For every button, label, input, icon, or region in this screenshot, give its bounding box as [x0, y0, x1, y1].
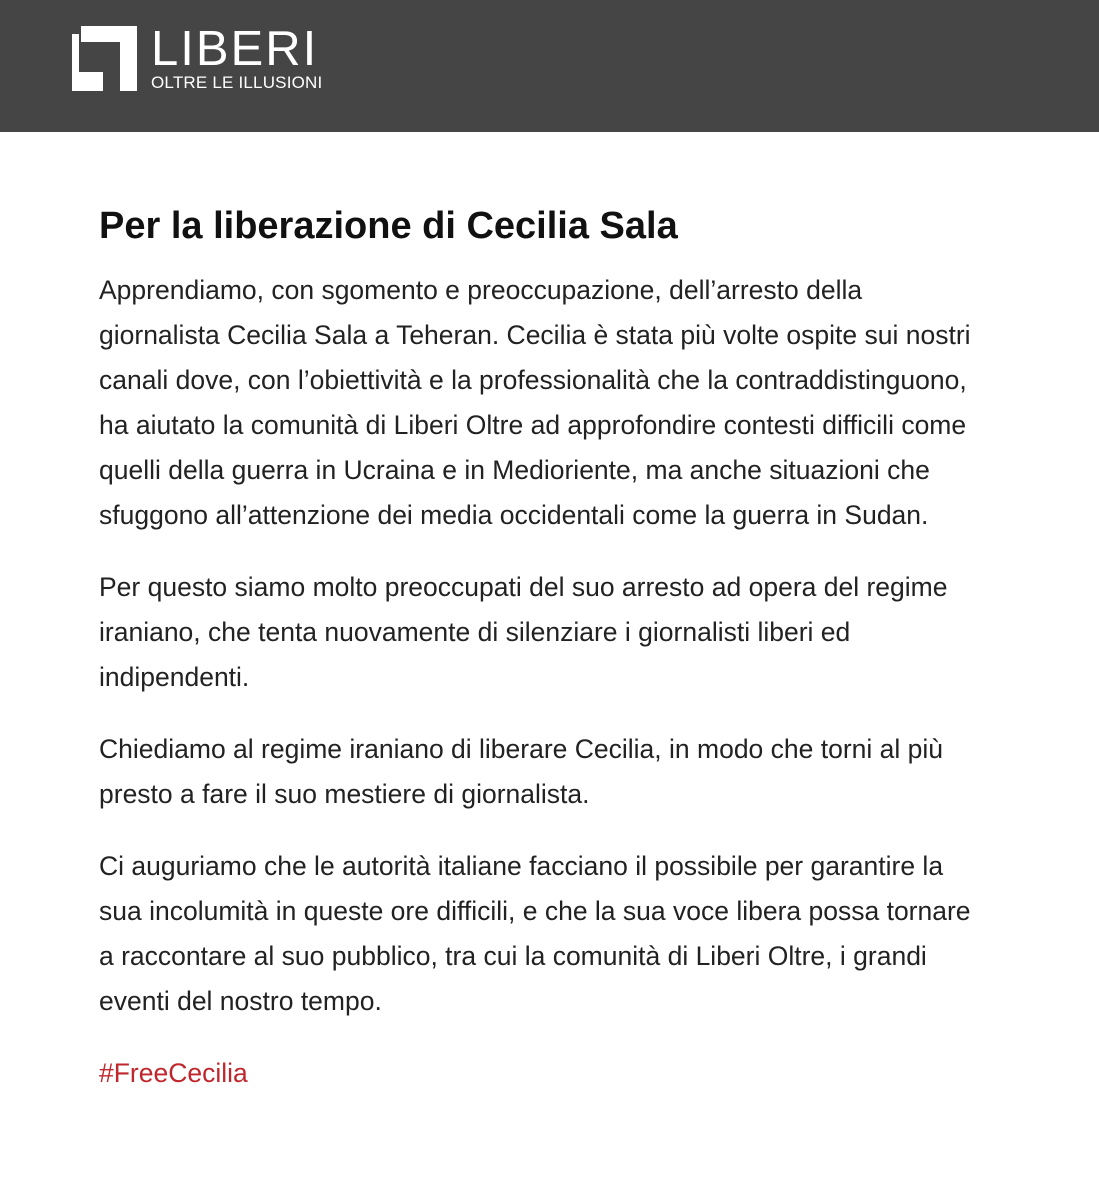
brand-name: LIBERI: [151, 22, 319, 76]
article-title: Per la liberazione di Cecilia Sala: [99, 205, 678, 247]
article-paragraph-1: Apprendiamo, con sgomento e preoccupazione, dell’arresto della giornalista Cecilia Sala a Teheran. Cecilia è stata più volte ospite sui nostri canali dove, con l’obiettività e la professionalità che la contraddistinguono, ha aiutato la comunità di Liberi Oltre ad approfondire contesti difficili come quelli della guerra in Ucraina e in Medioriente, ma anche situazioni che sfuggono all’attenzione dei media occidentali come la guerra in Sudan.: [99, 275, 971, 530]
brand-text: [151, 22, 323, 92]
article-paragraph-3: Chiediamo al regime iraniano di liberare Cecilia, in modo che torni al più presto a fare il suo mestiere di giornalista.: [99, 734, 944, 809]
liberi-logo-mark-icon: [72, 26, 137, 91]
article: [99, 198, 979, 1096]
article-paragraph-4: Ci auguriamo che le autorità italiane facciano il possibile per garantire la sua incolumità in queste ore difficili, e che la sua voce libera possa tornare a raccontare al suo pubblico, tra cui la comunità di Liberi Oltre, i grandi eventi del nostro tempo.: [99, 851, 971, 1016]
brand-tagline: OLTRE LE ILLUSIONI: [151, 73, 323, 92]
brand-logo[interactable]: [72, 22, 323, 92]
hashtag-link[interactable]: #FreeCecilia: [99, 1058, 248, 1088]
article-paragraph-2: Per questo siamo molto preoccupati del suo arresto ad opera del regime iraniano, che tenta nuovamente di silenziare i giornalisti liberi ed indipendenti.: [99, 572, 948, 692]
site-header: [0, 0, 1099, 132]
